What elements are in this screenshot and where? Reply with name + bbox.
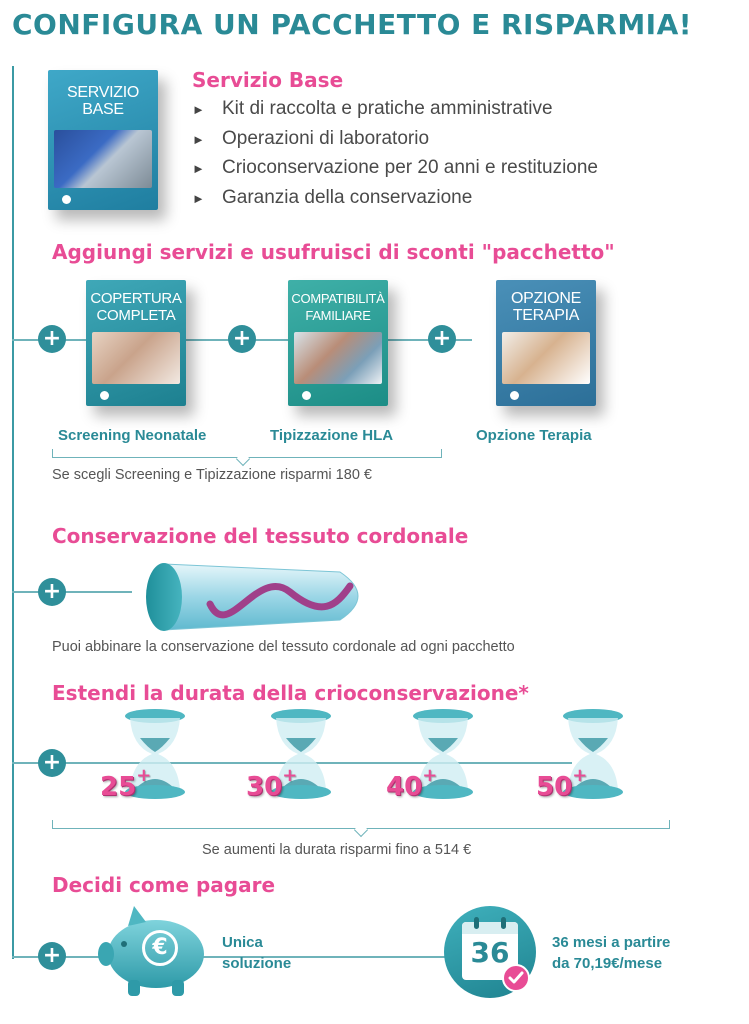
bullet-arrow-icon: ► xyxy=(192,161,205,176)
base-feature-item: ► Kit di raccolta e pratiche amministrative xyxy=(192,95,598,125)
base-features-list xyxy=(192,95,598,213)
compatibilita-familiare-box[interactable]: COMPATIBILITÀ FAMILIARE xyxy=(288,280,388,406)
plus-icon-duration[interactable]: + xyxy=(38,749,66,777)
mother-baby-image xyxy=(92,332,180,384)
duration-option-25[interactable]: 25+ xyxy=(100,765,152,802)
copertura-completa-box[interactable]: COPERTURA COMPLETA xyxy=(86,280,186,406)
plus-icon-payment[interactable]: + xyxy=(38,942,66,970)
tissue-title: Conservazione del tessuto cordonale xyxy=(52,524,469,548)
monthly-payment-label: 36 mesi a partire da 70,19€/mese xyxy=(552,934,671,972)
timeline-line xyxy=(12,66,14,959)
addons-title: Aggiungi servizi e usufruisci di sconti "pacchetto" xyxy=(52,240,615,264)
duration-option-30[interactable]: 30+ xyxy=(246,765,298,802)
duration-option-40[interactable]: 40+ xyxy=(386,765,438,802)
base-feature-item: ► Crioconservazione per 20 anni e restituzione xyxy=(192,154,598,184)
base-feature-item: ► Operazioni di laboratorio xyxy=(192,125,598,155)
duration-option-50[interactable]: 50+ xyxy=(536,765,588,802)
duration-savings-note: Se aumenti la durata risparmi fino a 514 € xyxy=(202,842,472,858)
brand-logo-icon xyxy=(510,391,519,400)
bullet-arrow-icon: ► xyxy=(192,102,205,117)
servizio-base-title: Servizio Base xyxy=(192,68,344,92)
calendar-ring-right xyxy=(501,917,506,929)
tissue-note: Puoi abbinare la conservazione del tessuto cordonale ad ogni pacchetto xyxy=(52,639,515,655)
brand-logo-icon xyxy=(100,391,109,400)
duration-title: Estendi la durata della crioconservazione* xyxy=(52,681,529,705)
servizio-base-box: SERVIZIO BASE xyxy=(48,70,158,210)
doctor-image xyxy=(502,332,590,384)
payment-title: Decidi come pagare xyxy=(52,873,276,897)
check-icon xyxy=(502,964,530,992)
plus-icon-addon-1[interactable]: + xyxy=(38,325,66,353)
plus-icon-addon-3[interactable]: + xyxy=(428,325,456,353)
base-feature-item: ► Garanzia della conservazione xyxy=(192,184,598,214)
gloved-hand-image xyxy=(54,130,152,188)
brand-logo-icon xyxy=(62,195,71,204)
euro-icon: € xyxy=(142,930,178,966)
bullet-arrow-icon: ► xyxy=(192,131,205,147)
calendar-number: 36 xyxy=(470,936,510,969)
plus-icon-tissue[interactable]: + xyxy=(38,578,66,606)
cord-tissue-tube-icon xyxy=(140,550,380,642)
caption-opzione-terapia: Opzione Terapia xyxy=(476,427,592,444)
monthly-payment-option[interactable] xyxy=(444,906,536,998)
family-doctor-image xyxy=(294,332,382,384)
brand-logo-icon xyxy=(302,391,311,400)
caption-tipizzazione-hla: Tipizzazione HLA xyxy=(270,427,394,444)
opzione-terapia-box[interactable]: OPZIONE TERAPIA xyxy=(496,280,596,406)
calendar-ring-left xyxy=(474,917,479,929)
plus-icon-addon-2[interactable]: + xyxy=(228,325,256,353)
bullet-arrow-icon: ► xyxy=(192,190,205,206)
piggy-bank-option[interactable] xyxy=(98,902,210,998)
addons-savings-note: Se scegli Screening e Tipizzazione risparmi 180 € xyxy=(52,467,372,483)
caption-screening-neonatale: Screening Neonatale xyxy=(58,427,207,444)
single-payment-label: Unica soluzione xyxy=(222,934,292,972)
page-title: CONFIGURA UN PACCHETTO E RISPARMIA! xyxy=(12,8,693,41)
tissue-connector-line xyxy=(12,591,132,593)
